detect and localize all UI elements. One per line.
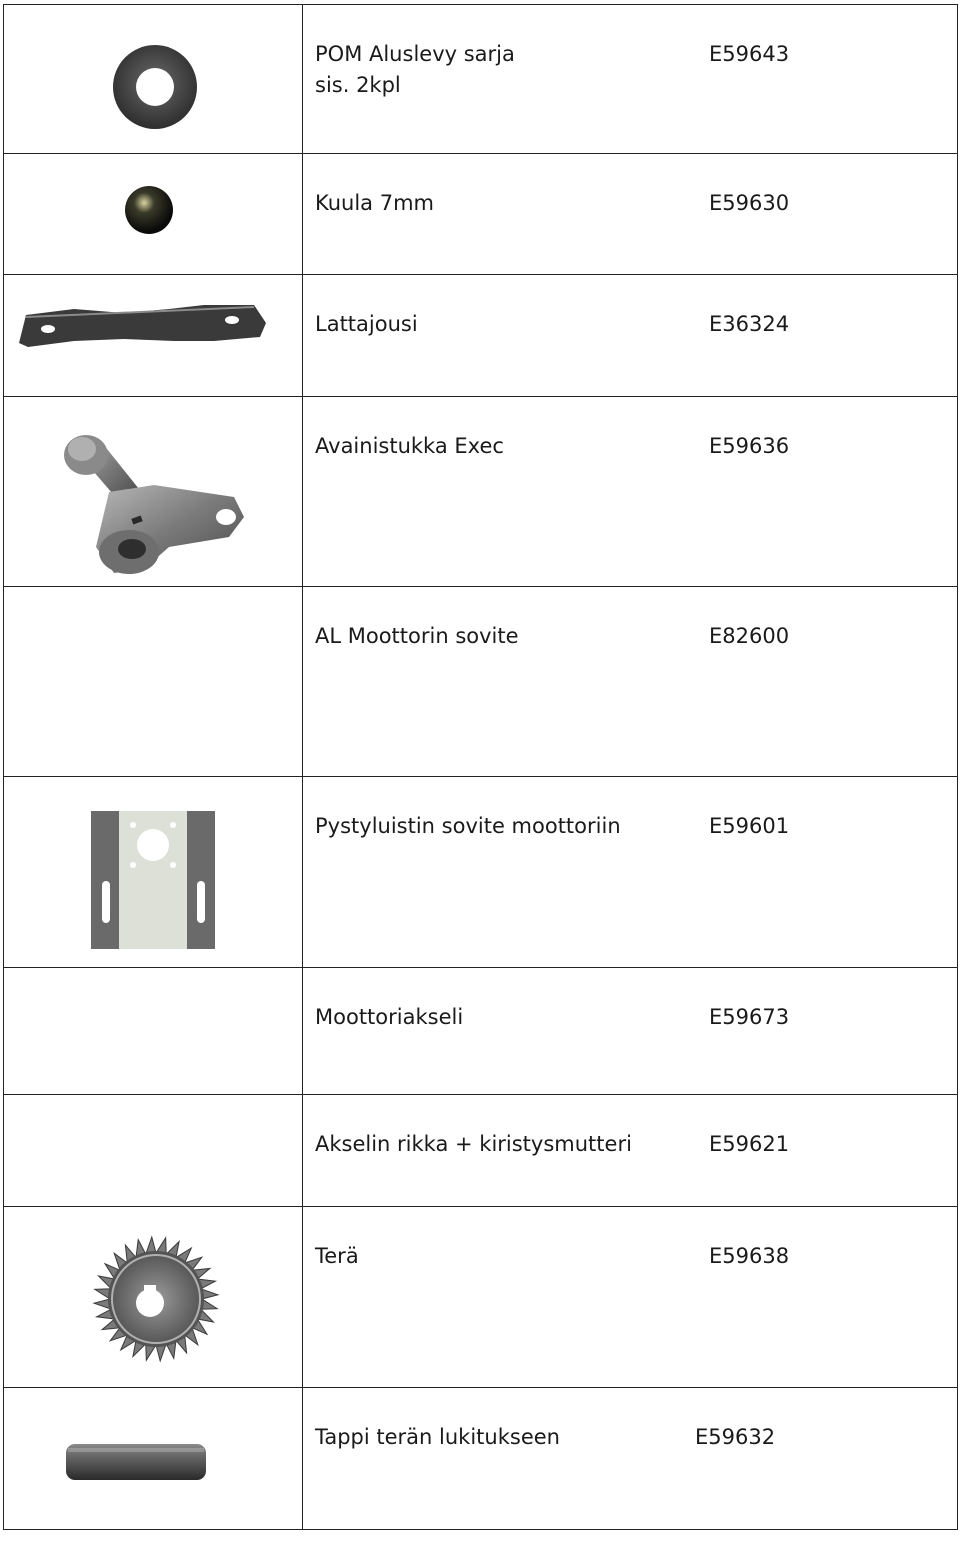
description-cell — [303, 777, 958, 968]
table-row — [4, 587, 958, 777]
part-code: E59621 — [709, 1132, 790, 1156]
image-cell — [4, 1095, 303, 1207]
image-cell — [4, 5, 303, 154]
mounting-plate-icon — [4, 777, 302, 968]
part-name: Moottoriakseli — [315, 1005, 464, 1029]
part-name: Lattajousi — [315, 312, 418, 336]
part-name: AL Moottorin sovite — [315, 624, 519, 648]
image-cell — [4, 1207, 303, 1388]
parts-table — [3, 4, 958, 1530]
description-cell — [303, 397, 958, 587]
description-cell — [303, 5, 958, 154]
part-code: E82600 — [709, 624, 790, 648]
description-cell — [303, 154, 958, 275]
description-cell — [303, 968, 958, 1095]
description-cell — [303, 587, 958, 777]
saw-blade-icon — [4, 1207, 302, 1388]
part-name: Terä — [315, 1244, 359, 1268]
table-row — [4, 1207, 958, 1388]
table-row — [4, 968, 958, 1095]
pin-icon — [4, 1388, 302, 1530]
description-cell — [303, 275, 958, 397]
ball-icon — [4, 154, 302, 275]
part-name: Pystyluistin sovite moottoriin — [315, 814, 621, 838]
part-code: E36324 — [709, 312, 790, 336]
description-cell — [303, 1207, 958, 1388]
table-row — [4, 275, 958, 397]
image-cell — [4, 587, 303, 777]
table-row — [4, 1095, 958, 1207]
part-code: E59632 — [695, 1425, 776, 1449]
table-row — [4, 397, 958, 587]
image-cell — [4, 154, 303, 275]
part-code: E59673 — [709, 1005, 790, 1029]
part-code: E59630 — [709, 191, 790, 215]
washer-icon — [4, 5, 302, 154]
part-name: Kuula 7mm — [315, 191, 434, 215]
key-chuck-icon — [4, 397, 302, 587]
image-cell — [4, 968, 303, 1095]
image-cell — [4, 275, 303, 397]
image-cell — [4, 777, 303, 968]
part-code: E59601 — [709, 814, 790, 838]
description-cell — [303, 1388, 958, 1530]
part-name: Tappi terän lukitukseen — [315, 1425, 560, 1449]
part-code: E59638 — [709, 1244, 790, 1268]
image-cell — [4, 397, 303, 587]
part-name: POM Aluslevy sarja sis. 2kpl — [315, 42, 515, 97]
image-cell — [4, 1388, 303, 1530]
table-row — [4, 777, 958, 968]
part-code: E59643 — [709, 42, 790, 66]
table-row — [4, 154, 958, 275]
part-name: Avainistukka Exec — [315, 434, 504, 458]
table-row — [4, 5, 958, 154]
table-row — [4, 1388, 958, 1530]
part-code: E59636 — [709, 434, 790, 458]
flat-spring-icon — [4, 275, 302, 397]
part-name: Akselin rikka + kiristysmutteri — [315, 1132, 632, 1156]
description-cell — [303, 1095, 958, 1207]
